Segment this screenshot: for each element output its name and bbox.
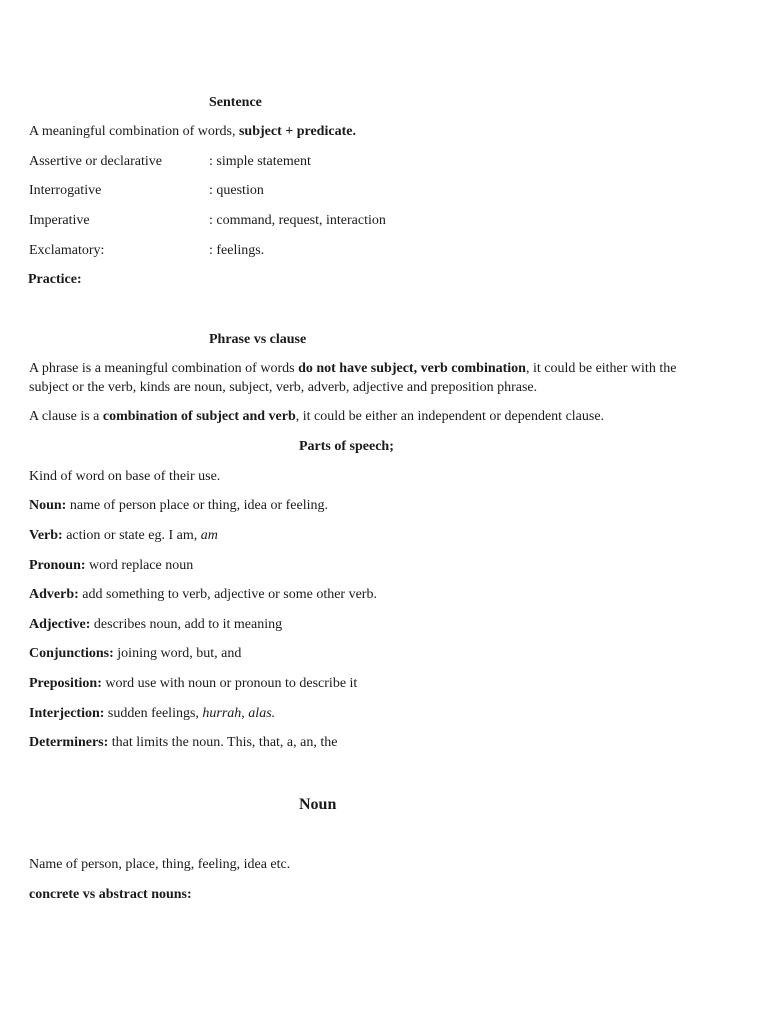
pos-item-noun <box>29 497 328 515</box>
pos-item-preposition <box>29 675 357 693</box>
noun-heading: Noun <box>299 796 337 813</box>
pos-example: hurrah, alas. <box>202 706 276 721</box>
parts-of-speech-heading: Parts of speech; <box>299 439 394 454</box>
pos-item-conjunctions <box>29 645 241 663</box>
pos-desc: sudden feelings, <box>104 706 203 721</box>
clause-definition <box>29 408 604 426</box>
phrase-clause-heading: Phrase vs clause <box>209 332 307 347</box>
phrase-definition-text-cont: , it could be either with the <box>525 361 677 376</box>
pos-desc: that limits the noun. This, that, a, an, the <box>108 735 338 750</box>
sentence-type-desc: : feelings. <box>209 243 265 258</box>
pos-term: Verb: <box>29 528 63 543</box>
pos-term: Conjunctions: <box>29 646 114 661</box>
phrase-definition-line2: subject or the verb, kinds are noun, subject, verb, adverb, adjective and preposition phrase. <box>29 380 538 395</box>
sentence-type-row <box>29 242 529 260</box>
pos-item-interjection <box>29 705 275 723</box>
pos-term: Adjective: <box>29 617 91 632</box>
clause-definition-text: A clause is a <box>29 409 103 424</box>
clause-definition-text-cont: , it could be either an independent or dependent clause. <box>295 409 605 424</box>
pos-item-determiners <box>29 734 337 752</box>
pos-desc: joining word, but, and <box>113 646 242 661</box>
sentence-type-row <box>29 182 529 200</box>
pos-term: Noun: <box>29 498 67 513</box>
sentence-type-label: Imperative <box>29 213 90 228</box>
clause-definition-bold: combination of subject and verb <box>102 409 296 424</box>
parts-of-speech-intro: Kind of word on base of their use. <box>29 469 221 484</box>
phrase-definition-text: A phrase is a meaningful combination of words <box>29 361 299 376</box>
sentence-heading: Sentence <box>209 95 262 110</box>
sentence-type-label: Exclamatory: <box>29 243 105 258</box>
pos-item-adjective <box>29 616 282 634</box>
practice-label: Practice: <box>28 272 82 287</box>
noun-subheading: concrete vs abstract nouns: <box>29 887 192 902</box>
pos-desc: word use with noun or pronoun to describe it <box>101 676 358 691</box>
sentence-definition-bold: subject + predicate. <box>238 124 356 139</box>
noun-definition: Name of person, place, thing, feeling, idea etc. <box>29 857 291 872</box>
phrase-definition-line1 <box>29 360 676 378</box>
sentence-type-desc: : simple statement <box>209 154 311 169</box>
pos-item-pronoun <box>29 557 193 575</box>
pos-term: Interjection: <box>29 706 105 721</box>
sentence-type-label: Assertive or declarative <box>29 154 162 169</box>
sentence-type-row <box>29 212 529 230</box>
sentence-type-label: Interrogative <box>29 183 102 198</box>
pos-desc: word replace noun <box>85 558 194 573</box>
sentence-definition <box>29 123 356 141</box>
sentence-definition-text: A meaningful combination of words, <box>29 124 239 139</box>
sentence-type-desc: : command, request, interaction <box>209 213 386 228</box>
pos-desc: add something to verb, adjective or some other verb. <box>78 587 377 602</box>
pos-term: Pronoun: <box>29 558 86 573</box>
pos-term: Preposition: <box>29 676 102 691</box>
pos-example: am <box>200 528 218 543</box>
sentence-type-row <box>29 153 529 171</box>
pos-item-verb <box>29 527 218 545</box>
phrase-definition-bold: do not have subject, verb combination <box>298 361 526 376</box>
sentence-type-desc: : question <box>209 183 264 198</box>
pos-term: Determiners: <box>29 735 109 750</box>
pos-term: Adverb: <box>29 587 79 602</box>
pos-item-adverb <box>29 586 377 604</box>
pos-desc: name of person place or thing, idea or feeling. <box>66 498 328 513</box>
pos-desc: action or state eg. I am, <box>62 528 201 543</box>
pos-desc: describes noun, add to it meaning <box>90 617 283 632</box>
